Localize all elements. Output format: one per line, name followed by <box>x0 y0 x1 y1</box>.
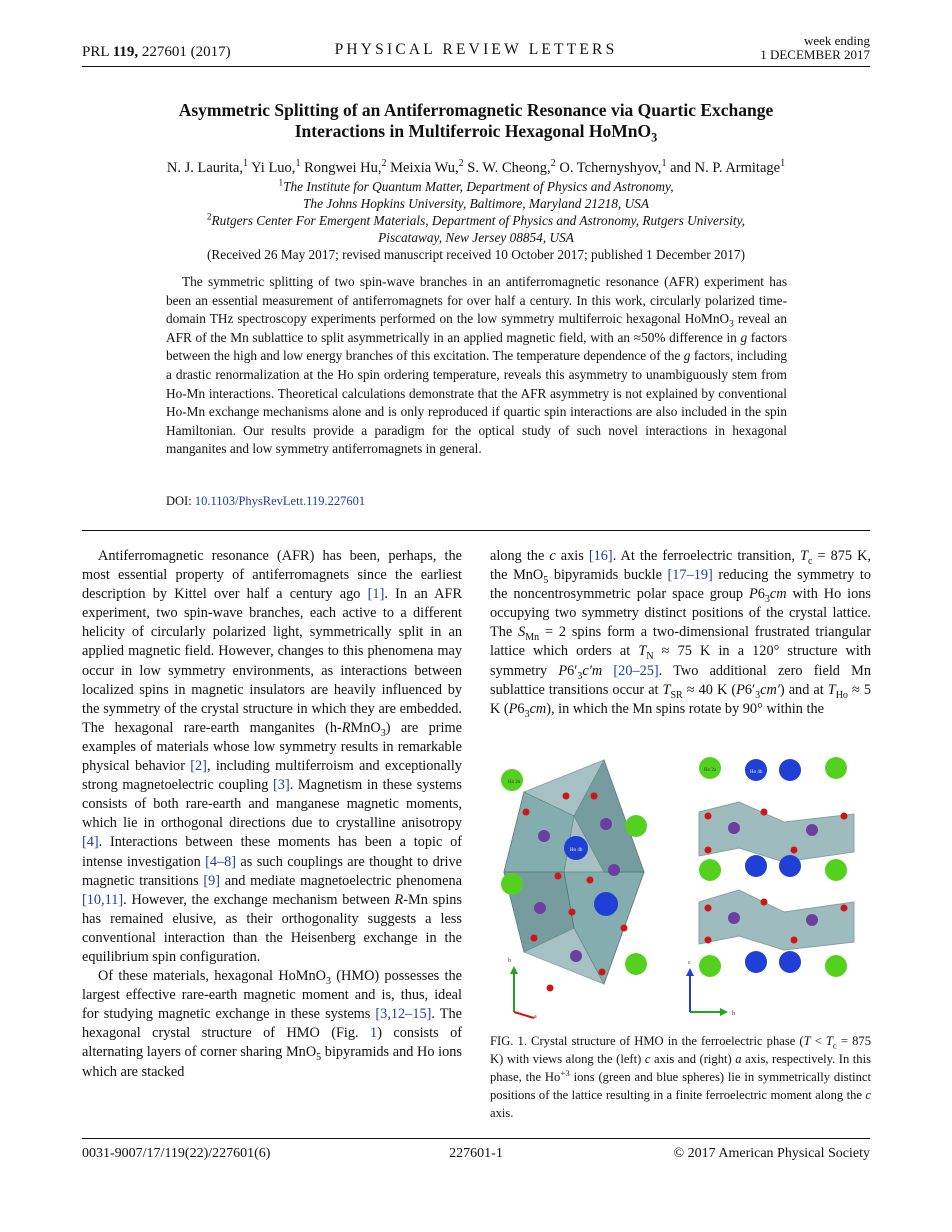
volume: 119, <box>112 44 139 60</box>
subscript: 3 <box>729 319 734 330</box>
mn-atom <box>608 864 620 876</box>
body-text: 6′ <box>567 662 578 679</box>
italic-symbol: P <box>748 586 758 603</box>
header-rule <box>82 66 870 67</box>
affil-mark: 1 <box>278 178 284 189</box>
subscript: Ho <box>835 689 848 701</box>
body-text: . Interactions between these moments has been a topic of intense investigation <box>82 834 462 870</box>
polyhedra-layer <box>699 802 854 862</box>
title-text: Interactions in Multiferroic Hexagonal HoMnO <box>294 121 652 141</box>
affil-mark: 1 <box>295 158 301 170</box>
italic-symbol: cm <box>529 700 547 717</box>
abstract-text: reveal an AFR of the Mn sublattice to split asymmetrically in an applied magnetic field, with an ≈50% difference in <box>166 311 787 345</box>
italic-symbol: cm′ <box>760 681 780 698</box>
oxygen-atom <box>599 969 606 976</box>
atom-label: Ho 2a <box>508 780 521 785</box>
abstract-text: factors, including a drastic renormalization at the Ho spin ordering temperature, reveals this asymmetry to unambiguously stem from Ho-Mn interactions. Theoretical calculations demonstrate that the AFR asymmetry is not explained by conventional Ho-Mn exchange mechanisms alone and is only reproduced if quartic spin interactions are also included in the spin Hamiltonian. Our results provide a paradigm for the optical study of such novel interactions in hexagonal manganites and low symmetry antiferromagnets in general. <box>166 348 787 457</box>
doi-line <box>166 494 365 509</box>
subscript: 3 <box>764 594 770 606</box>
oxygen-atom <box>563 793 570 800</box>
body-text: MnO <box>350 719 381 736</box>
italic-symbol: c <box>865 1088 871 1102</box>
body-text: . The hexagonal crystal structure of HMO (Fig. <box>82 1006 462 1042</box>
affil-mark: 1 <box>242 158 249 170</box>
figure-link[interactable]: 1 <box>370 1025 378 1042</box>
ho-2a-atom <box>825 955 847 977</box>
axis-label: b <box>732 1011 735 1017</box>
body-column-left <box>82 547 462 1082</box>
ho-4b-atom <box>779 951 801 973</box>
body-text: ≈ 5 K ( <box>490 681 871 717</box>
axis-arrowhead <box>510 966 518 974</box>
citation-link[interactable]: [4] <box>82 834 99 851</box>
oxygen-atom <box>791 937 798 944</box>
body-text: ≈ 40 K ( <box>682 681 737 698</box>
affiliation-1 <box>100 178 852 195</box>
caption-text: FIG. 1. Crystal structure of HMO in the ferroelectric phase ( <box>490 1034 804 1048</box>
mn-atom <box>570 950 582 962</box>
citation-link[interactable]: [16] <box>588 548 613 564</box>
oxygen-atom <box>555 873 562 880</box>
oxygen-atom <box>531 935 538 942</box>
oxygen-atom <box>705 813 712 820</box>
title-line-1: Asymmetric Splitting of an Antiferromagnetic Resonance via Quartic Exchange <box>178 100 774 120</box>
ho-2a-atom <box>625 815 647 837</box>
body-text: 6 <box>517 700 525 717</box>
body-text: = 2 spins form a two-dimensional frustrated triangular lattice which orders at <box>490 624 871 660</box>
body-text: axis <box>555 548 589 564</box>
italic-symbol: S <box>518 624 526 641</box>
caption-text: axis. <box>490 1106 514 1120</box>
oxygen-atom <box>705 847 712 854</box>
body-text: . However, the exchange mechanism between <box>123 891 395 908</box>
citation-link[interactable]: [3,12–15] <box>375 1006 432 1023</box>
oxygen-atom <box>705 905 712 912</box>
subscript: SR <box>670 689 683 701</box>
citation-link[interactable]: [17–19] <box>667 567 713 584</box>
caption-text: ions (green and blue spheres) lie in symmetrically distinct positions of the lattice resulting in a finite ferroelectric moment along the <box>490 1070 872 1102</box>
author: Meixia Wu, <box>390 160 459 176</box>
article-code: 0031-9007/17/119(22)/227601(6) <box>82 1146 271 1161</box>
citation-link[interactable]: [4–8] <box>205 853 237 870</box>
subscript: N <box>646 651 654 663</box>
ho-2a-atom <box>625 953 647 975</box>
doi-link[interactable]: 10.1103/PhysRevLett.119.227601 <box>194 494 366 508</box>
title-subscript: 3 <box>651 130 658 145</box>
oxygen-atom <box>621 925 628 932</box>
italic-symbol: T <box>638 643 647 660</box>
subscript: 3 <box>325 975 331 987</box>
a-axis-view <box>686 757 854 1017</box>
oxygen-atom <box>841 813 848 820</box>
italic-symbol: T <box>799 548 808 564</box>
atom-label: Ho 4b <box>750 770 763 775</box>
body-text: ), in which the Mn spins rotate by 90° within the <box>546 700 824 717</box>
mn-atom <box>534 902 546 914</box>
subscript: 3 <box>380 727 386 739</box>
mn-atom <box>728 822 740 834</box>
page-number: 227601-1 <box>449 1146 503 1161</box>
ho-2a-atom <box>501 873 523 895</box>
body-text: as such couplings are thought to drive magnetic transitions <box>82 853 462 889</box>
oxygen-atom <box>761 809 768 816</box>
figure-1-crystal-structure <box>494 752 870 1020</box>
body-text: . Two additional zero field Mn sublattice transitions occur at <box>490 662 871 698</box>
title-line-2 <box>100 121 852 145</box>
body-text: 6 <box>757 586 765 603</box>
figure-1-caption <box>490 1032 871 1122</box>
body-text: Antiferromagnetic resonance (AFR) has been, perhaps, the most essential property of antiferromagnets since the earliest description by Kittel over half a century ago <box>82 548 462 603</box>
citation-link[interactable]: [1] <box>367 586 385 603</box>
ho-2a-atom <box>825 859 847 881</box>
caption-text: axis, respectively. In this phase, the Ho <box>490 1052 872 1084</box>
subscript: 5 <box>316 1052 322 1064</box>
body-text: ) are prime examples of materials whose low symmetry results in remarkable physical behavior <box>82 719 462 775</box>
week-ending <box>760 34 870 62</box>
axis-label: a <box>534 1014 537 1020</box>
body-text: 6′ <box>744 681 756 698</box>
mn-atom <box>806 914 818 926</box>
italic-symbol: R <box>394 891 404 908</box>
atom-label: Ho 4b <box>570 848 583 853</box>
italic-symbol: g <box>683 348 691 364</box>
axis-arrowhead <box>686 968 694 976</box>
author: Yi Luo, <box>251 160 296 176</box>
abstract-text: The symmetric splitting of two spin-wave branches in an antiferromagnetic resonance (AFR) experiment has been an essential measurement of antiferromagnets for over half a century. In this work, circularly polarized time-domain THz spectroscopy experiments performed on the low symmetry multiferroic hexagonal HoMnO <box>166 274 787 327</box>
italic-symbol: T <box>803 1034 811 1048</box>
subscript: 5 <box>543 574 549 586</box>
affil-text: The Johns Hopkins University, Baltimore, Maryland 21218, USA <box>303 196 649 211</box>
italic-symbol: c <box>644 1052 651 1066</box>
affil-mark: 2 <box>550 158 556 170</box>
body-text: ) and at <box>779 681 828 698</box>
subscript: c <box>832 1040 837 1051</box>
mn-atom <box>806 824 818 836</box>
atom-label: Ho 2a <box>704 768 717 773</box>
body-text: ≈ 75 K in a 120° structure with symmetry <box>490 643 871 679</box>
subscript: c <box>807 555 813 567</box>
body-text: ) consists of alternating layers of corner sharing MnO <box>82 1025 462 1061</box>
citation-link[interactable]: [10,11] <box>82 891 124 908</box>
citation-link[interactable]: [20–25] <box>613 662 659 679</box>
affil-text: Piscataway, New Jersey 08854, USA <box>378 230 574 245</box>
affil-text: The Institute for Quantum Matter, Department of Physics and Astronomy, <box>283 179 674 194</box>
journal-name: PHYSICAL REVIEW LETTERS <box>334 41 618 58</box>
ho-2a-atom <box>825 757 847 779</box>
italic-symbol: P <box>508 700 518 717</box>
mn-atom <box>538 830 550 842</box>
subscript: 3 <box>577 670 583 682</box>
body-text: = 875 K, the MnO <box>490 548 871 584</box>
axis-arrowhead <box>720 1008 728 1016</box>
body-text <box>602 663 613 679</box>
italic-symbol: T <box>662 681 671 698</box>
oxygen-atom <box>569 909 576 916</box>
axis-label: c <box>688 960 691 966</box>
body-text: , including multiferroism and exceptionally strong magnetoelectric coupling <box>82 758 462 794</box>
footer-rule <box>82 1138 870 1139</box>
week-ending-date: 1 DECEMBER 2017 <box>760 47 870 62</box>
italic-symbol: R <box>341 719 351 736</box>
mn-atom <box>600 818 612 830</box>
italic-symbol: a <box>735 1052 742 1066</box>
oxygen-atom <box>791 847 798 854</box>
ho-4b-atom <box>779 759 801 781</box>
subscript: 3 <box>524 708 530 720</box>
affiliation-2 <box>100 212 852 229</box>
ho-2a-atom <box>699 859 721 881</box>
body-text: . In an AFR experiment, two spin-wave branches, each active to a different helicity of circularly polarized light, symmetrically split in an applied magnetic field. However, changes to this phenomena may occur in low symmetry environments, as interactions between localized spins in magnetic insulators are heavily influenced by the symmetry of the crystal structure in which they are embedded. The hexagonal rare-earth manganites (h- <box>82 586 462 736</box>
paragraph-continued <box>490 547 871 719</box>
axis-label: b <box>508 958 511 964</box>
author: and N. P. Armitage <box>670 160 781 176</box>
body-text: . At the ferroelectric transition, <box>612 548 800 564</box>
oxygen-atom <box>523 809 530 816</box>
italic-symbol: T <box>825 1034 833 1048</box>
affil-text: Rutgers Center For Emergent Materials, Department of Physics and Astronomy, Rutgers University, <box>211 213 746 228</box>
italic-symbol: c <box>549 548 556 564</box>
author: N. J. Laurita, <box>166 160 243 176</box>
paper-title <box>100 100 852 145</box>
ho-4b-atom <box>779 855 801 877</box>
affil-mark: 2 <box>381 158 387 170</box>
ho-4b-atom <box>594 892 618 916</box>
oxygen-atom <box>547 985 554 992</box>
oxygen-atom <box>591 793 598 800</box>
body-text: and mediate magnetoelectric phenomena <box>220 872 462 889</box>
paragraph-1 <box>82 547 462 967</box>
author: O. Tchernyshyov, <box>559 160 662 176</box>
author: Rongwei Hu, <box>304 160 382 176</box>
body-text: reducing the symmetry to the noncentrosymmetric polar space group <box>490 567 871 603</box>
citation-link[interactable]: [2] <box>190 758 207 775</box>
doi-label: DOI: <box>166 494 195 508</box>
superscript: +3 <box>560 1067 570 1078</box>
axis-a-arrow <box>514 1012 534 1018</box>
body-text: with Ho ions occupying two symmetry distinct positions of the crystal lattice. The <box>490 586 871 641</box>
oxygen-atom <box>841 905 848 912</box>
italic-symbol: P <box>736 681 745 698</box>
abstract-text: factors between the high and low energy branches of this excitation. The temperature dependence of the <box>166 329 787 364</box>
caption-text: = 875 K) with views along the (left) <box>490 1034 872 1066</box>
body-text: Of these materials, hexagonal HoMnO <box>98 968 326 985</box>
affil-mark: 2 <box>206 212 212 223</box>
oxygen-atom <box>587 877 594 884</box>
affiliations <box>100 178 852 263</box>
oxygen-atom <box>705 937 712 944</box>
body-text: along the <box>490 548 550 564</box>
affiliation-1-line-2 <box>100 195 852 212</box>
body-text: (HMO) possesses the largest effective rare-earth magnetic moment and is, thus, ideal for studying magnetic exchange in these systems <box>82 968 462 1023</box>
body-text: . Magnetism in these systems consists of both rare-earth and manganese magnetic moments, which lie in orthogonal directions due to crystalline anisotropy <box>82 777 462 832</box>
subscript: 3 <box>755 689 761 701</box>
caption-text: axis and (right) <box>650 1052 736 1066</box>
body-text: -Mn spins has remained elusive, as their orthogonality suggests a less conventional interaction than the Heisenberg exchange in the equilibrium spin configuration. <box>82 891 463 965</box>
c-axis-view <box>501 760 647 1020</box>
author-list <box>100 160 852 177</box>
journal-abbrev: PRL <box>82 44 109 60</box>
crystal-structure-illustration <box>494 752 870 1020</box>
ho-4b-atom <box>745 855 767 877</box>
citation-link[interactable]: [3] <box>273 777 290 794</box>
italic-symbol: c′m <box>582 662 603 679</box>
abstract <box>166 273 787 459</box>
paragraph-2 <box>82 967 462 1082</box>
ho-4b-atom <box>745 951 767 973</box>
article-number-year: 227601 (2017) <box>141 44 231 60</box>
subscript: Mn <box>525 632 540 644</box>
citation-link[interactable]: [9] <box>203 872 221 889</box>
body-text: bipyramids and Ho ions which are stacked <box>82 1044 462 1080</box>
affil-mark: 1 <box>661 158 667 170</box>
received-dates: (Received 26 May 2017; revised manuscript received 10 October 2017; published 1 December 2017) <box>207 247 745 262</box>
italic-symbol: T <box>827 681 836 698</box>
body-column-right <box>490 547 871 719</box>
affil-mark: 1 <box>780 158 786 170</box>
affil-mark: 2 <box>458 158 464 170</box>
italic-symbol: P <box>558 662 568 679</box>
body-text: bipyramids buckle <box>548 567 668 584</box>
affiliation-2-line-2 <box>100 229 852 246</box>
author: S. W. Cheong, <box>467 160 551 176</box>
italic-symbol: g <box>740 329 748 345</box>
caption-text: < <box>810 1034 826 1048</box>
abstract-separator <box>82 530 870 531</box>
ho-2a-atom <box>699 955 721 977</box>
oxygen-atom <box>761 899 768 906</box>
italic-symbol: cm <box>769 586 787 603</box>
copyright: © 2017 American Physical Society <box>673 1146 870 1161</box>
polyhedra-layer <box>699 890 854 950</box>
mn-atom <box>728 912 740 924</box>
week-ending-label: week ending <box>803 33 870 48</box>
